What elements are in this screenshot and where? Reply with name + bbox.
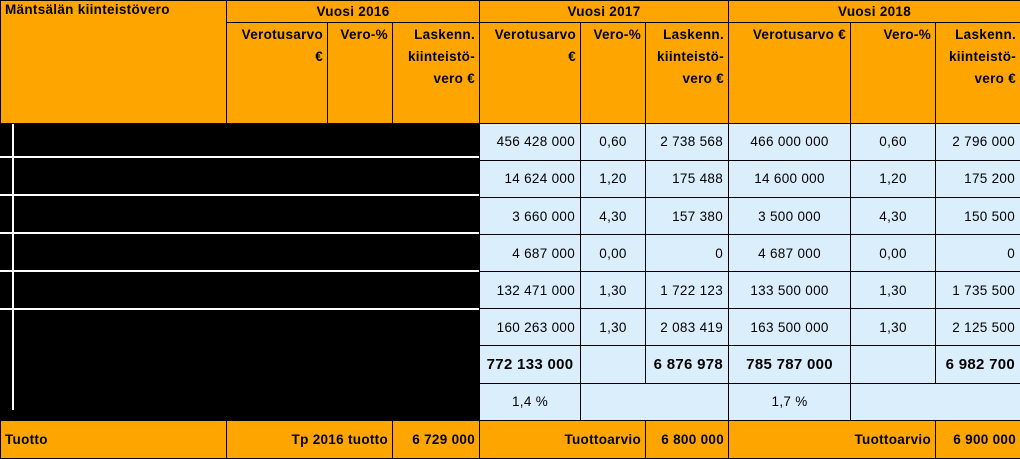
rate-2017-cell[interactable]: 1,30: [581, 309, 646, 346]
redacted-label-cell: [1, 197, 227, 234]
redacted-cell: [328, 346, 393, 383]
total-tax-2017[interactable]: 6 876 978: [646, 346, 729, 383]
tax-2018-cell[interactable]: 0: [936, 235, 1020, 272]
rate-2017-cell[interactable]: 1,20: [581, 160, 646, 197]
redacted-cell: [393, 235, 480, 272]
col-tax-2016[interactable]: Laskenn. kiinteistö-vero €: [393, 22, 480, 123]
percent-2017[interactable]: 1,4 %: [480, 383, 581, 420]
table-row: [1, 160, 1020, 197]
redacted-cell: [227, 346, 328, 383]
redacted-cell: [393, 309, 480, 346]
redacted-cell: [328, 309, 393, 346]
rate-2017-cell[interactable]: 4,30: [581, 197, 646, 234]
tax-2017-cell[interactable]: 157 380: [646, 197, 729, 234]
empty-cell[interactable]: [581, 383, 729, 420]
revenue-label[interactable]: Tuotto: [1, 420, 227, 458]
redacted-cell: [393, 160, 480, 197]
empty-cell[interactable]: [851, 346, 936, 383]
year-2016-header[interactable]: Vuosi 2016: [227, 1, 480, 23]
revenue-label-2018[interactable]: Tuottoarvio: [729, 420, 936, 458]
rate-2017-cell[interactable]: 0,00: [581, 235, 646, 272]
tax-2018-cell[interactable]: 150 500: [936, 197, 1020, 234]
value-2018-cell[interactable]: 133 500 000: [729, 272, 851, 309]
tax-2017-cell[interactable]: 1 722 123: [646, 272, 729, 309]
total-value-2018[interactable]: 785 787 000: [729, 346, 851, 383]
value-2018-cell[interactable]: 14 600 000: [729, 160, 851, 197]
header-year-row: [1, 1, 1020, 23]
revenue-value-2017[interactable]: 6 800 000: [646, 420, 729, 458]
col-value-2016[interactable]: Verotusarvo €: [227, 22, 328, 123]
col-tax-2017[interactable]: Laskenn. kiinteistö-vero €: [646, 22, 729, 123]
rate-2018-cell[interactable]: 0,00: [851, 235, 936, 272]
value-2018-cell[interactable]: 466 000 000: [729, 123, 851, 160]
redacted-label-cell: [1, 272, 227, 309]
redacted-cell: [328, 235, 393, 272]
year-2018-header[interactable]: Vuosi 2018: [729, 1, 1020, 23]
redaction-separator: [0, 270, 479, 272]
rate-2017-cell[interactable]: 0,60: [581, 123, 646, 160]
tax-2017-cell[interactable]: 175 488: [646, 160, 729, 197]
value-2017-cell[interactable]: 14 624 000: [480, 160, 581, 197]
redacted-cell: [227, 160, 328, 197]
value-2018-cell[interactable]: 4 687 000: [729, 235, 851, 272]
revenue-row: [1, 420, 1020, 458]
empty-cell[interactable]: [851, 383, 1020, 420]
redacted-cell: [227, 123, 328, 160]
redacted-cell: [328, 123, 393, 160]
table-row: [1, 235, 1020, 272]
total-value-2017[interactable]: 772 133 000: [480, 346, 581, 383]
redacted-cell: [393, 383, 480, 420]
value-2017-cell[interactable]: 3 660 000: [480, 197, 581, 234]
redacted-label-cell: [1, 160, 227, 197]
value-2018-cell[interactable]: 3 500 000: [729, 197, 851, 234]
tax-2018-cell[interactable]: 2 125 500: [936, 309, 1020, 346]
total-tax-2018[interactable]: 6 982 700: [936, 346, 1020, 383]
table-row: [1, 272, 1020, 309]
totals-row: [1, 346, 1020, 383]
redacted-cell: [227, 197, 328, 234]
value-2017-cell[interactable]: 456 428 000: [480, 123, 581, 160]
redacted-cell: [227, 309, 328, 346]
revenue-value-2016[interactable]: 6 729 000: [393, 420, 480, 458]
redacted-cell: [328, 160, 393, 197]
year-2017-header[interactable]: Vuosi 2017: [480, 1, 729, 23]
redacted-cell: [227, 383, 328, 420]
redacted-cell: [393, 197, 480, 234]
revenue-value-2018[interactable]: 6 900 000: [936, 420, 1020, 458]
redaction-separator: [0, 156, 479, 158]
redaction-separator: [0, 308, 479, 310]
col-rate-2017[interactable]: Vero-%: [581, 22, 646, 123]
redacted-label-cell: [1, 383, 227, 420]
percentage-row: [1, 383, 1020, 420]
redacted-label-cell: [1, 235, 227, 272]
tax-2017-cell[interactable]: 2 083 419: [646, 309, 729, 346]
col-rate-2016[interactable]: Vero-%: [328, 22, 393, 123]
redacted-cell: [227, 272, 328, 309]
empty-cell[interactable]: [581, 346, 646, 383]
redaction-separator: [0, 232, 479, 234]
col-tax-2018[interactable]: Laskenn. kiinteistö-vero €: [936, 22, 1020, 123]
rate-2017-cell[interactable]: 1,30: [581, 272, 646, 309]
revenue-label-2016[interactable]: Tp 2016 tuotto: [227, 420, 393, 458]
value-2017-cell[interactable]: 132 471 000: [480, 272, 581, 309]
rate-2018-cell[interactable]: 1,30: [851, 272, 936, 309]
tax-2017-cell[interactable]: 2 738 568: [646, 123, 729, 160]
rate-2018-cell[interactable]: 4,30: [851, 197, 936, 234]
redacted-cell: [328, 272, 393, 309]
redacted-cell: [227, 235, 328, 272]
redacted-cell: [393, 123, 480, 160]
tax-2018-cell[interactable]: 2 796 000: [936, 123, 1020, 160]
redacted-cell: [328, 197, 393, 234]
table-row: [1, 309, 1020, 346]
rate-2018-cell[interactable]: 0,60: [851, 123, 936, 160]
tax-2018-cell[interactable]: 175 200: [936, 160, 1020, 197]
revenue-label-2017[interactable]: Tuottoarvio: [480, 420, 646, 458]
redacted-label-cell: [1, 123, 227, 160]
table-row: [1, 123, 1020, 160]
col-value-2018[interactable]: Verotusarvo €: [729, 22, 851, 123]
sheet-title[interactable]: Mäntsälän kiinteistövero: [1, 1, 227, 124]
value-2018-cell[interactable]: 163 500 000: [729, 309, 851, 346]
value-2017-cell[interactable]: 160 263 000: [480, 309, 581, 346]
col-rate-2018[interactable]: Vero-%: [851, 22, 936, 123]
value-2017-cell[interactable]: 4 687 000: [480, 235, 581, 272]
rate-2018-cell[interactable]: 1,30: [851, 309, 936, 346]
col-value-2017[interactable]: Verotusarvo €: [480, 22, 581, 123]
redacted-cell: [328, 383, 393, 420]
redaction-edge: [12, 124, 14, 410]
table-row: [1, 197, 1020, 234]
redacted-label-cell: [1, 309, 227, 346]
percent-2018[interactable]: 1,7 %: [729, 383, 851, 420]
redacted-cell: [393, 272, 480, 309]
tax-2018-cell[interactable]: 1 735 500: [936, 272, 1020, 309]
tax-2017-cell[interactable]: 0: [646, 235, 729, 272]
rate-2018-cell[interactable]: 1,20: [851, 160, 936, 197]
redacted-label-cell: [1, 346, 227, 383]
redacted-cell: [393, 346, 480, 383]
redaction-separator: [0, 194, 479, 196]
